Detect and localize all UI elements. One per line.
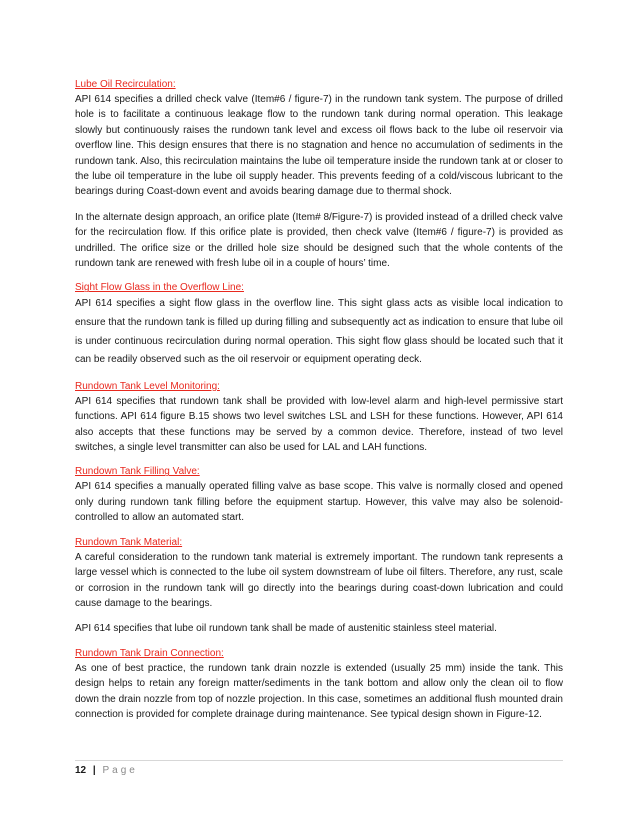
paragraph: API 614 specifies a sight flow glass in the overflow line. This sight glass acts as visible local indication to ensure that the rundown tank is filled up during filling and subsequently act as indication to ensure that lube oil is under continuous recirculation during normal operation. This sight flow glass should be located such that it can be readily observed such as the oil reservoir or equipment operating deck. — [75, 298, 563, 366]
section-tank-material — [75, 536, 563, 637]
paragraph: API 614 specifies that rundown tank shall be provided with low-level alarm and high-level permissive start functions. API 614 figure B.15 shows two level switches LSL and LSH for these functions. However, API 614 also accepts that these functions may be served by a common device. Therefore, instead of two level switches, a single level transmitter can also be used for LAL and LAH functions. — [75, 395, 563, 454]
paragraph: As one of best practice, the rundown tank drain nozzle is extended (usually 25 mm) inside the tank. This design helps to retain any foreign matter/sediments in the tank bottom and allow only the clean oil to flow down the drain nozzle from top of nozzle projection. In this case, sometimes an additional flush mounted drain connection is provided for complete drainage during maintenance. See typical design shown in Figure-12. — [75, 662, 563, 720]
paragraph: In the alternate design approach, an orifice plate (Item# 8/Figure-7) is provided instead of a drilled check valve for the recirculation flow. If this orifice plate is provided, then check valve (Item#6 / figure-7) is provided as undrilled. The orifice size or the drilled hole size should be designed such that the whole contents of the rundown tank are renewed with fresh lube oil in a couple of hours’ time. — [75, 211, 563, 270]
page-body — [75, 78, 563, 732]
paragraph: A careful consideration to the rundown tank material is extremely important. The rundown tank represents a large vessel which is connected to the lube oil system downstream of lube oil filters. Therefore, any rust, scale or corrosion in the rundown tank will go directly into the bearings during coast-down lubrication and could cause damage to the bearings. — [75, 551, 563, 609]
section-filling-valve — [75, 465, 563, 525]
section-heading: Rundown Tank Material: — [75, 536, 183, 548]
section-heading: Sight Flow Glass in the Overflow Line: — [75, 282, 244, 294]
page-footer — [75, 760, 563, 776]
paragraph: API 614 specifies a manually operated filling valve as base scope. This valve is normally closed and opened only during rundown tank filling before the equipment startup. However, this valve may also be solenoid-controlled to allow an automated start. — [75, 481, 563, 524]
section-drain-connection — [75, 647, 563, 723]
section-heading: Rundown Tank Filling Valve: — [75, 466, 200, 478]
paragraph: API 614 specifies that lube oil rundown tank shall be made of austenitic stainless steel material. — [75, 623, 497, 635]
section-heading: Rundown Tank Drain Connection: — [75, 647, 224, 659]
paragraph: API 614 specifies a drilled check valve (Item#6 / figure-7) in the rundown tank system. The purpose of drilled hole is to facilitate a continuous leakage flow to the rundown tank during normal operation. This leakage slowly but continuously raises the rundown tank level and excess oil flows back to the lube oil reservoir via overflow line. This design ensures that there is no stagnation and hence no accumulation of sediments in the rundown tank. Also, this recirculation maintains the lube oil temperature inside the rundown tank at or closer to the lube oil temperature in the lube oil supply header. This prevents feeding of a cold/viscous lubricant to the bearings during Coast-down event and avoids bearing damage due to thermal shock. — [75, 94, 563, 198]
page-label: Page — [102, 765, 138, 776]
section-lube-oil-recirculation — [75, 78, 563, 271]
section-sight-flow-glass — [75, 281, 563, 369]
footer-separator: | — [92, 765, 96, 776]
section-heading: Lube Oil Recirculation: — [75, 79, 176, 90]
page-number: 12 — [75, 765, 87, 776]
section-heading: Rundown Tank Level Monitoring: — [75, 380, 220, 392]
section-level-monitoring — [75, 380, 563, 456]
